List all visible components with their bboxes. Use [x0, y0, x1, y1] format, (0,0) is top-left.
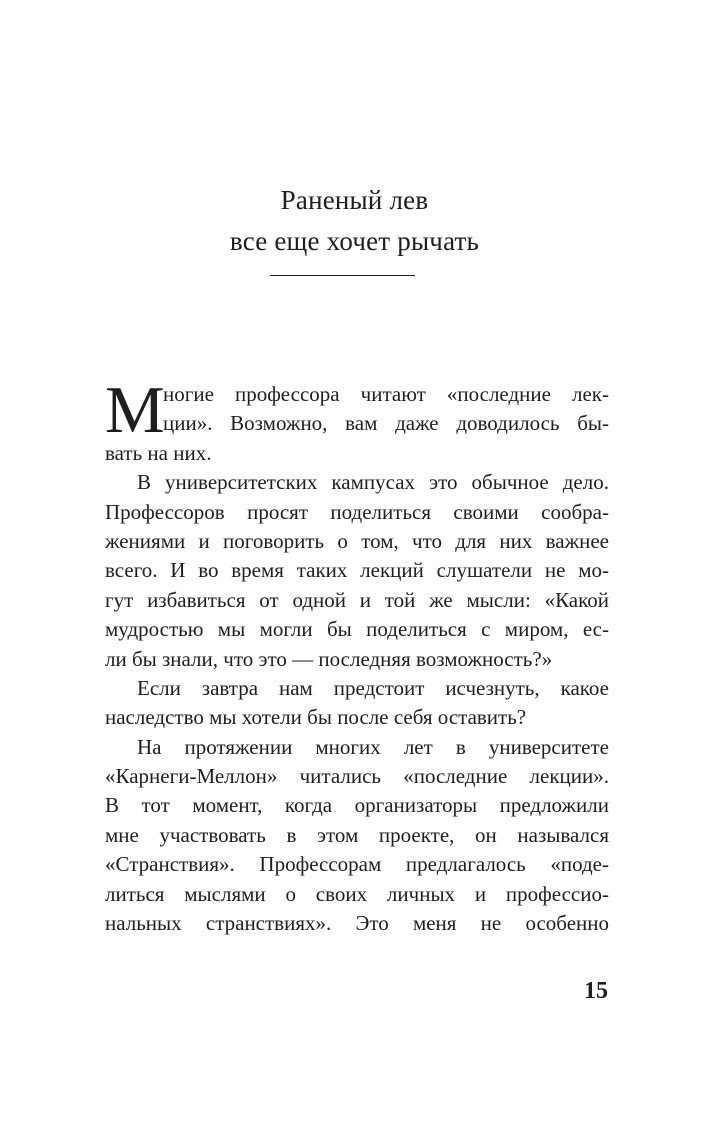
text-line: «Странствия». Профессорам предлагалось «поде-	[105, 852, 609, 877]
text-line: ли бы знали, что это — последняя возможность?»	[105, 646, 553, 671]
text-line: гут избавиться от одной и той же мысли: «Какой	[105, 587, 609, 612]
text-line: «Карнеги-Меллон» читались «последние лекции».	[105, 764, 609, 789]
body-text	[105, 373, 609, 938]
text-line: литься мыслями о своих личных и профессио-	[105, 881, 609, 906]
chapter-title-line-2: все еще хочет рычать	[229, 226, 480, 256]
title-underline-rule	[270, 275, 415, 276]
text-line: В университетских кампусах это обычное дело.	[137, 470, 609, 495]
text-line: вать на них.	[105, 440, 212, 465]
drop-cap: М	[105, 373, 165, 447]
text-line: нальных странствиях». Это меня не особенно	[105, 911, 609, 936]
text-line: В тот момент, когда организаторы предложили	[105, 793, 609, 818]
text-line: жениями и поговорить о том, что для них важнее	[105, 528, 609, 553]
text-line: наследство мы хотели бы после себя оставить?	[105, 705, 527, 730]
page-number: 15	[584, 978, 608, 1004]
text-line: ногие профессора читают «последние лек-	[163, 382, 609, 406]
text-line: всего. И во время таких лекций слушатели не мо-	[105, 558, 609, 583]
chapter-title-line-1: Раненый лев	[280, 185, 429, 215]
text-line: На протяжении многих лет в университете	[137, 734, 609, 759]
text-line: ции». Возможно, вам даже доводилось бы-	[163, 411, 609, 436]
text-line: мне участвовать в этом проекте, он назывался	[105, 822, 609, 847]
text-line: мудростью мы могли бы поделиться с миром, ес-	[105, 617, 609, 642]
text-line: Профессоров просят поделиться своими сообра-	[105, 499, 609, 524]
text-line: Если завтра нам предстоит исчезнуть, какое	[137, 675, 609, 700]
